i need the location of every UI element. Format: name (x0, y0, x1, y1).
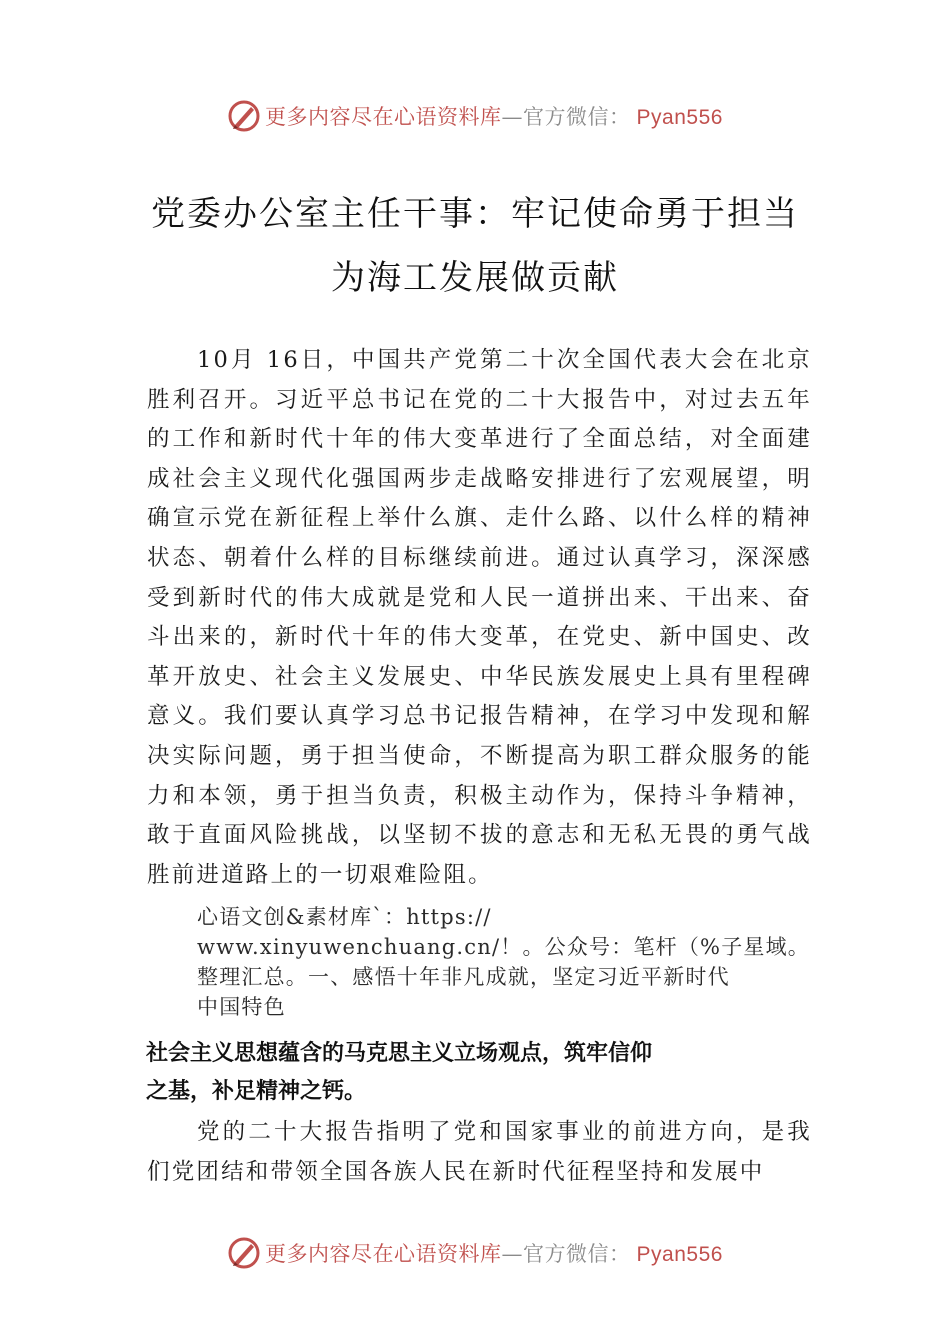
footer-banner-wechat-id: Pyan556 (636, 1243, 723, 1266)
body-paragraph-2: 党的二十大报告指明了党和国家事业的前进方向，是我们党团结和带领全国各族人民在新时代征程坚持和发展中 (147, 1119, 812, 1185)
source-note-line3: 整理汇总。一、感悟十年非凡成就，坚定习近平新时代 (197, 965, 730, 989)
document-title-line1: 党委办公室主任干事：牢记使命勇于担当 (151, 194, 799, 234)
bold-heading-line2: 之基，补足精神之钙。 (146, 1079, 367, 1104)
bold-heading-line1: 社会主义思想蕴含的马克思主义立场观点，筑牢信仰 (146, 1041, 653, 1066)
header-banner-wechat-label: —官方微信： (501, 105, 631, 129)
pen-logo-icon (227, 1236, 261, 1270)
source-note-line1: 心语文创&素材库`：https:// (197, 905, 492, 929)
header-banner (0, 96, 950, 136)
header-banner-text (265, 101, 723, 131)
body-paragraph-1: 10月 16日，中国共产党第二十次全国代表大会在北京胜利召开。习近平总书记在党的二十大报告中，对过去五年的工作和新时代十年的伟大变革进行了全面总结，对全面建成社会主义现代化强国两步走战略安排进行了宏观展望，明确宣示党在新征程上举什么旗、走什么路、以什么样的精神状态、朝着什么样的目标继续前进。通过认真学习，深深感受到新时代的伟大成就是党和人民一道拼出来、干出来、奋斗出来的，新时代十年的伟大变革，在党史、新中国史、改革开放史、社会主义发展史、中华民族发展史上具有里程碑意义。我们要认真学习总书记报告精神，在学习中发现和解决实际问题，勇于担当使命，不断提高为职工群众服务的能力和本领，勇于担当负责，积极主动作为，保持斗争精神， 敢于直面风险挑战，以坚韧不拔的意志和无私无畏的勇气战胜前进道路上的一切艰难险阻。 (147, 347, 812, 888)
header-banner-wechat-id: Pyan556 (636, 106, 723, 129)
pen-logo-icon (227, 99, 261, 133)
source-note-line4: 中国特色 (197, 995, 286, 1019)
footer-banner-title: 更多内容尽在心语资料库 (265, 1242, 502, 1266)
header-banner-title: 更多内容尽在心语资料库 (265, 105, 502, 129)
footer-banner (0, 1233, 950, 1273)
footer-banner-text (265, 1238, 723, 1268)
footer-banner-wechat-label: —官方微信： (501, 1242, 631, 1266)
document-title-line2: 为海工发展做贡献 (331, 258, 619, 298)
source-note-line2: www.xinyuwenchuang.cn/！。公众号：笔杆（%子星域。 (197, 935, 810, 959)
